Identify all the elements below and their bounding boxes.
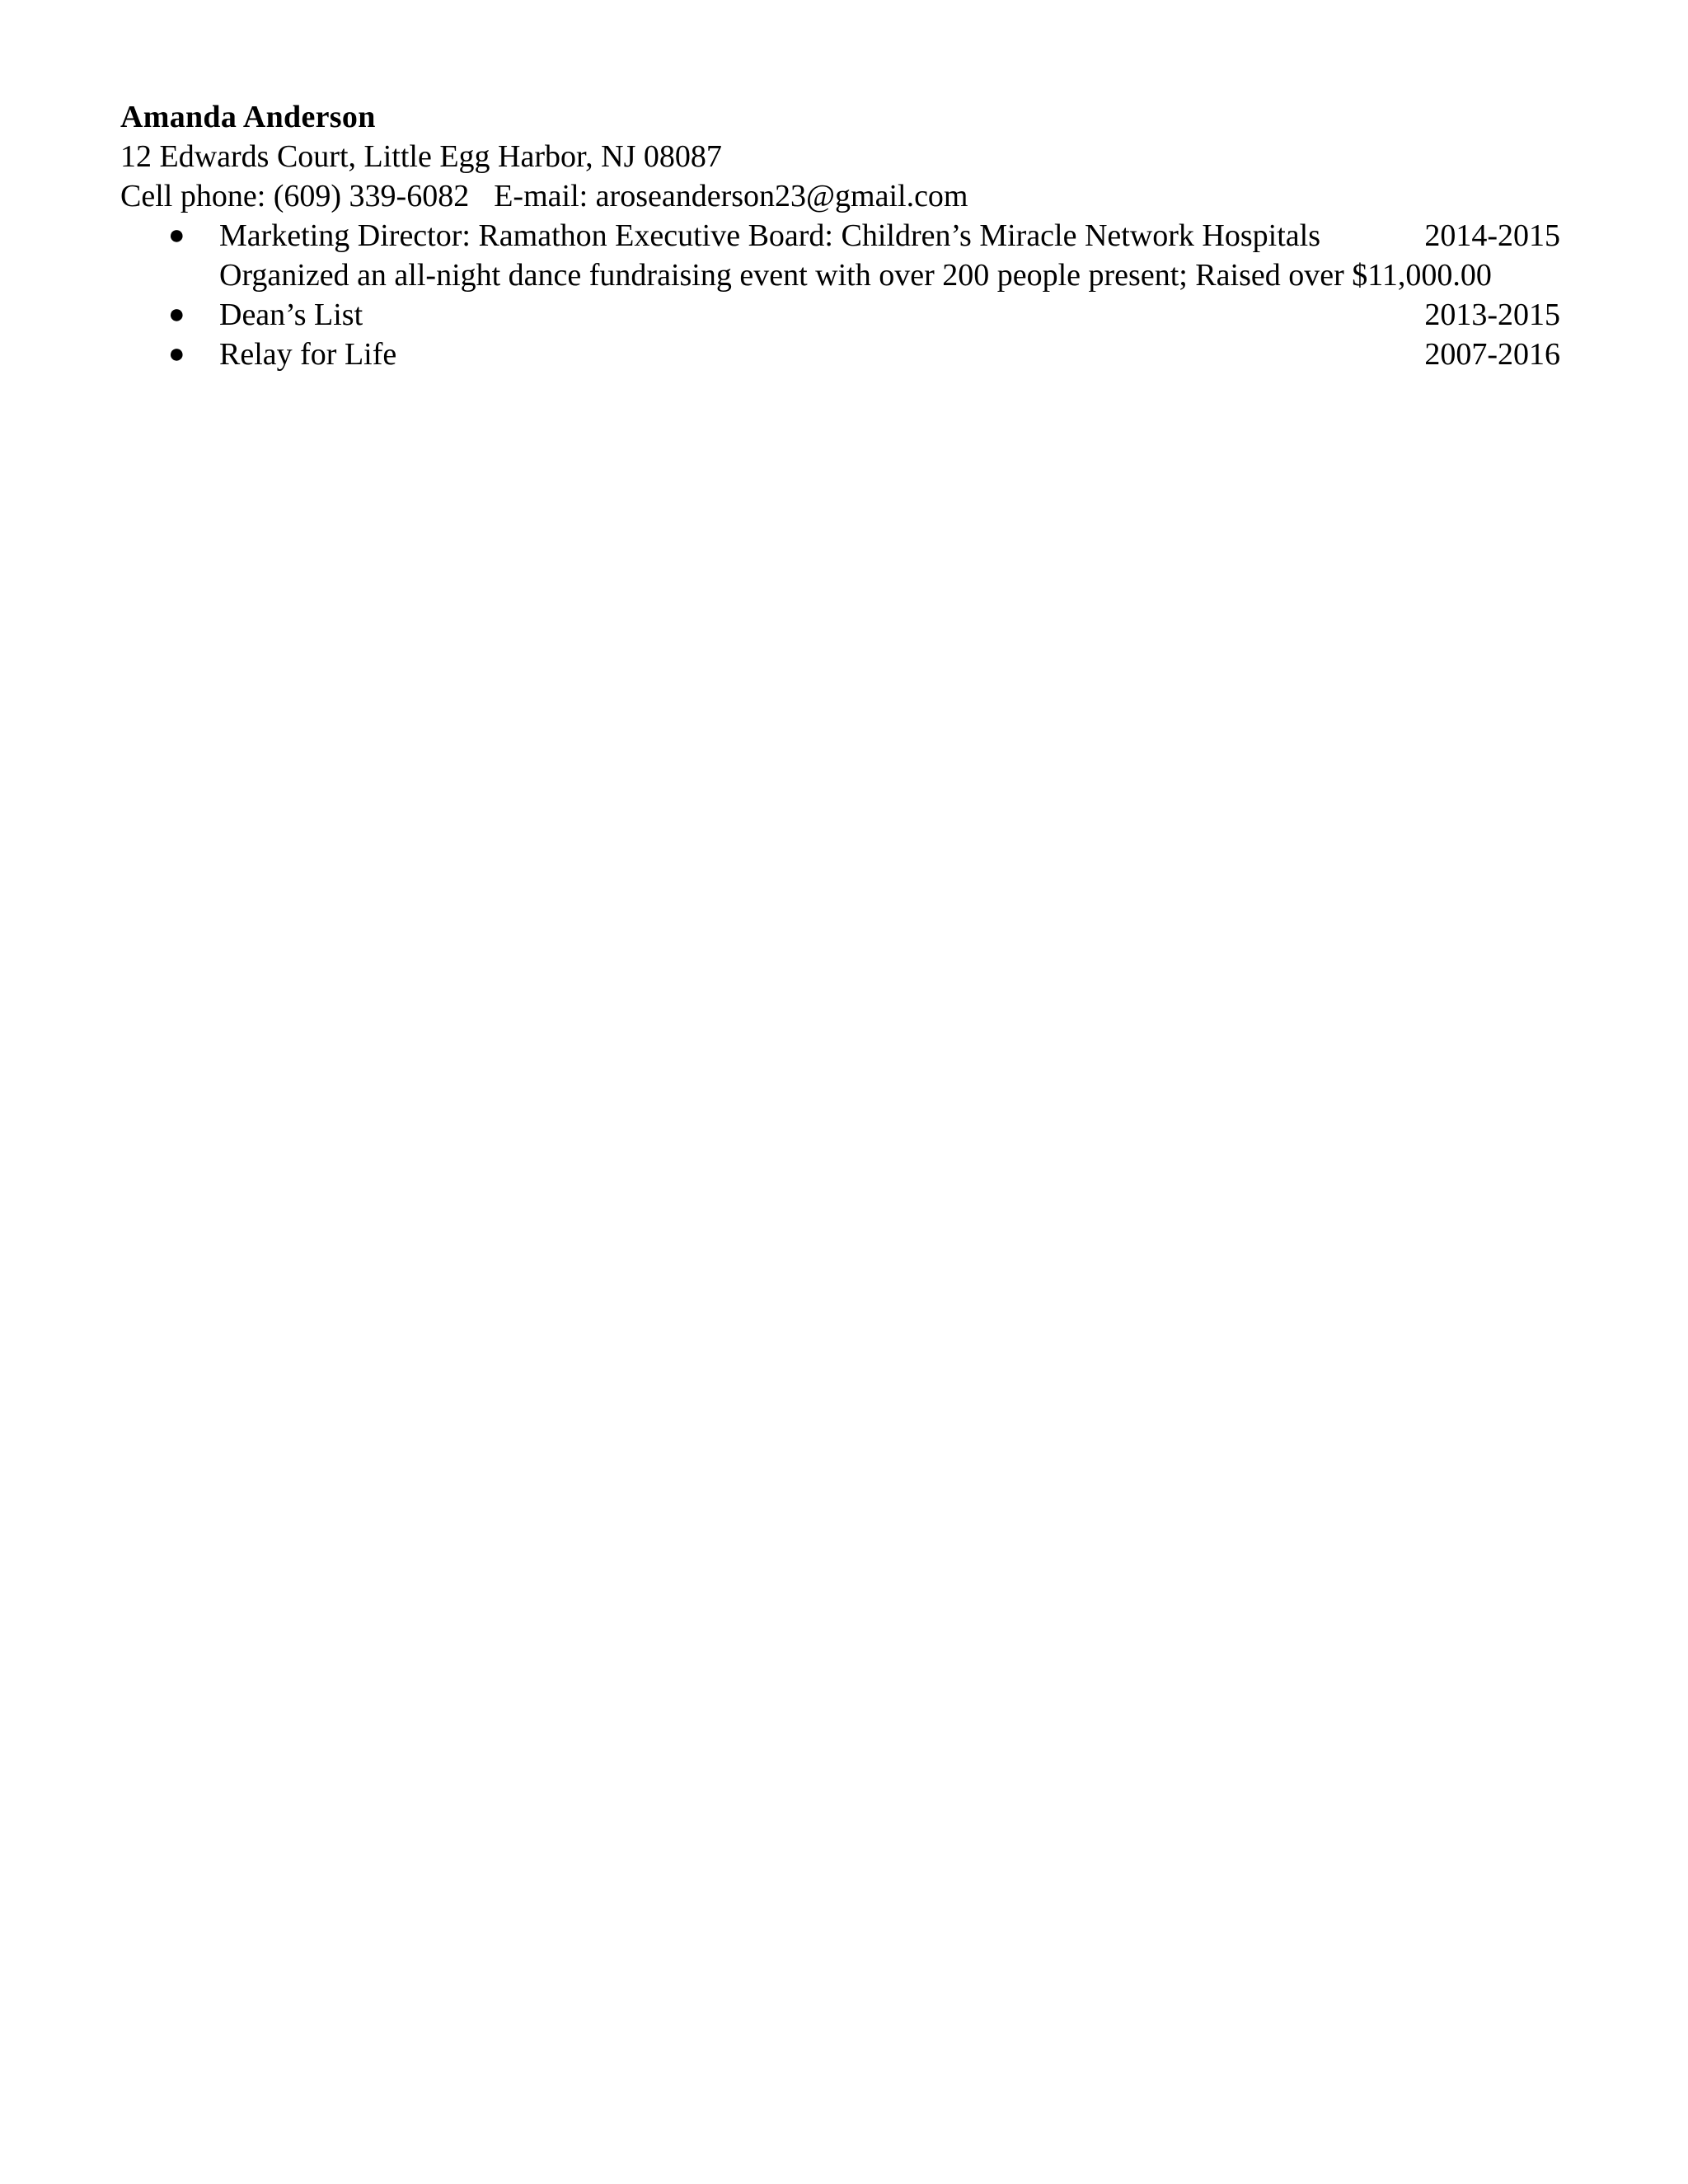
item-row bbox=[219, 216, 1571, 255]
item-row bbox=[219, 295, 1571, 335]
list-item bbox=[120, 335, 1571, 374]
bullet-icon: ● bbox=[168, 220, 185, 251]
item-years: 2007-2016 bbox=[1424, 337, 1560, 372]
bullet-icon: ● bbox=[168, 339, 185, 369]
list-item bbox=[120, 216, 1571, 295]
activities-list bbox=[120, 216, 1571, 374]
item-detail bbox=[219, 255, 1571, 295]
item-detail-text: Organized an all-night dance fundraising event with over 200 people present; Raised over $11,000.00 bbox=[219, 258, 1492, 293]
item-years: 2014-2015 bbox=[1424, 218, 1560, 253]
item-row bbox=[219, 335, 1571, 374]
item-title: Marketing Director: Ramathon Executive Board: Children’s Miracle Network Hospitals bbox=[219, 218, 1320, 253]
item-years: 2013-2015 bbox=[1424, 298, 1560, 332]
item-title: Dean’s List bbox=[219, 298, 363, 332]
contact-line bbox=[120, 176, 1571, 216]
bullet-icon: ● bbox=[168, 299, 185, 330]
address-line: 12 Edwards Court, Little Egg Harbor, NJ 08087 bbox=[120, 139, 722, 174]
phone-text: Cell phone: (609) 339-6082 bbox=[120, 179, 470, 213]
email-text: E-mail: aroseanderson23@gmail.com bbox=[494, 179, 968, 213]
candidate-name: Amanda Anderson bbox=[120, 100, 376, 134]
resume-content bbox=[120, 97, 1571, 374]
item-title: Relay for Life bbox=[219, 337, 397, 372]
list-item bbox=[120, 295, 1571, 335]
